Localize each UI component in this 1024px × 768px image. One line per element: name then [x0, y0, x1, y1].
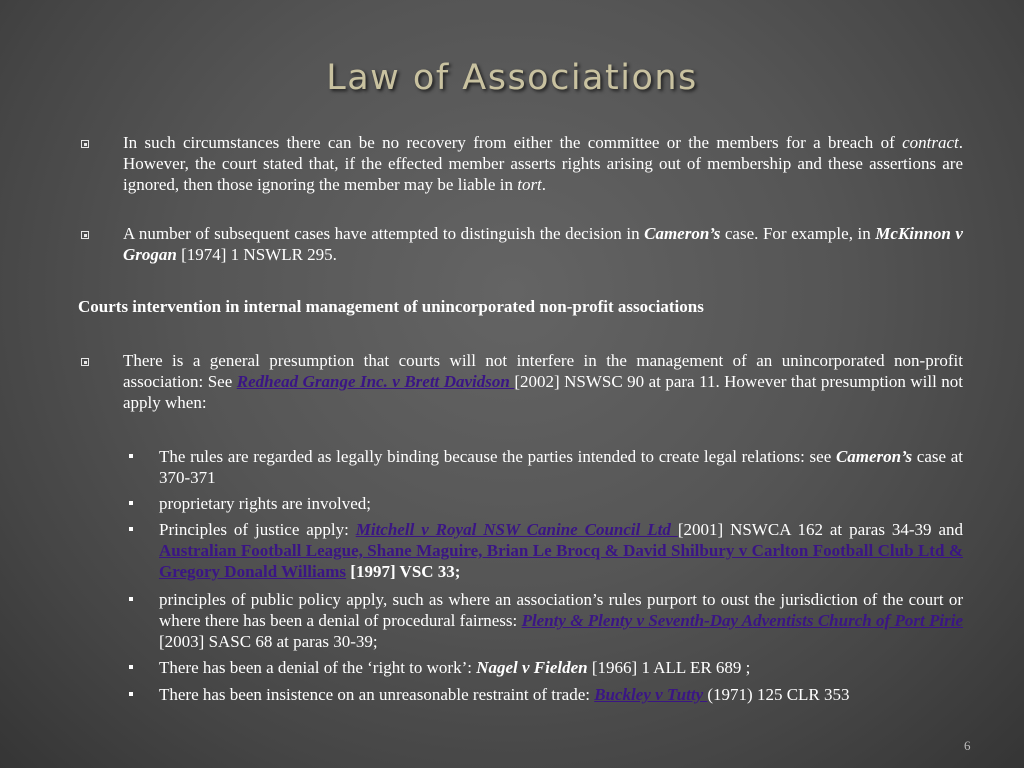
case-name: Cameron’s — [835, 447, 913, 466]
italic-term-tort: tort — [517, 175, 542, 194]
bullet-text: [1974] 1 NSWLR 295. — [176, 245, 337, 264]
square-bullet-icon — [81, 140, 89, 148]
bullet-text: . However, the court stated that, if the effected member asserts rights arising out of membership and these assertions are ignored, then those ignoring the member may be liable in — [123, 133, 963, 194]
small-square-bullet-icon — [129, 454, 133, 458]
sub-bullet-3 — [159, 519, 963, 582]
sub-bullet-1 — [159, 446, 963, 488]
sub-bullet-5 — [159, 657, 963, 678]
bullet-text: [1966] 1 ALL ER 689 ; — [587, 658, 751, 677]
bullet-text: proprietary rights are involved; — [159, 494, 371, 513]
bullet-text: There has been insistence on an unreasonable restraint of trade: — [159, 685, 595, 704]
slide-title: Law of Associations — [326, 58, 698, 98]
bullet-text: [2001] NSWCA 162 at paras 34-39 and — [677, 520, 963, 539]
bullet-text: [2003] SASC 68 at paras 30-39; — [159, 632, 378, 651]
small-square-bullet-icon — [129, 501, 133, 505]
bullet-text: case. For example, in — [720, 224, 876, 243]
bullet-paragraph-1 — [123, 132, 963, 195]
italic-term-contract: contract — [902, 133, 959, 152]
small-square-bullet-icon — [129, 527, 133, 531]
case-link-mitchell[interactable]: Mitchell v Royal NSW Canine Council Ltd — [355, 520, 678, 539]
case-link-redhead-grange[interactable]: Redhead Grange Inc. v Brett Davidson — [236, 372, 515, 391]
bullet-text: In such circumstances there can be no recovery from either the committee or the members for a breach of — [123, 133, 903, 152]
bullet-text: There is a general presumption that courts will not interfere in the management of an unincorporated non-profit association: See — [123, 351, 963, 391]
bullet-text: A number of subsequent cases have attempted to distinguish the decision in — [123, 224, 645, 243]
bullet-text: principles of public policy apply, such as where an association’s rules purport to oust the jurisdiction of the court or where there has been a denial of procedural fairness: — [159, 590, 963, 630]
square-bullet-icon — [81, 358, 89, 366]
case-name: Cameron’s — [644, 224, 721, 243]
citation-bold: [1997] VSC 33; — [346, 562, 461, 581]
small-square-bullet-icon — [129, 597, 133, 601]
bullet-paragraph-2 — [123, 223, 963, 265]
page-number: 6 — [964, 738, 971, 753]
bullet-text: There has been a denial of the ‘right to work’: — [159, 658, 477, 677]
sub-bullet-2 — [159, 493, 963, 514]
case-link-plenty[interactable]: Plenty & Plenty v Seventh-Day Adventists Church of Port Pirie — [521, 611, 963, 630]
bullet-text: [2002] NSWSC 90 at para 11. However that presumption will not apply when: — [123, 372, 963, 412]
case-name: Nagel v Fielden — [476, 658, 588, 677]
bullet-text: (1971) 125 CLR 353 — [707, 685, 850, 704]
bullet-text: The rules are regarded as legally binding because the parties intended to create legal relations: see — [159, 447, 836, 466]
small-square-bullet-icon — [129, 665, 133, 669]
case-name: McKinnon v Grogan — [123, 224, 963, 264]
section-heading: Courts intervention in internal management of unincorporated non-profit associations — [78, 297, 704, 316]
bullet-text: Principles of justice apply: — [159, 520, 356, 539]
bullet-text: case at 370-371 — [159, 447, 963, 487]
small-square-bullet-icon — [129, 692, 133, 696]
sub-bullet-4 — [159, 589, 963, 652]
case-link-afl-carlton[interactable]: Australian Football League, Shane Maguire, Brian Le Brocq & David Shilbury v Carlton Football Club Ltd & Gregory Donald Williams — [159, 541, 963, 581]
bullet-text: . — [541, 175, 547, 194]
square-bullet-icon — [81, 231, 89, 239]
sub-bullet-6 — [159, 684, 963, 705]
presumption-paragraph — [123, 350, 963, 413]
case-link-buckley[interactable]: Buckley v Tutty — [594, 685, 708, 704]
